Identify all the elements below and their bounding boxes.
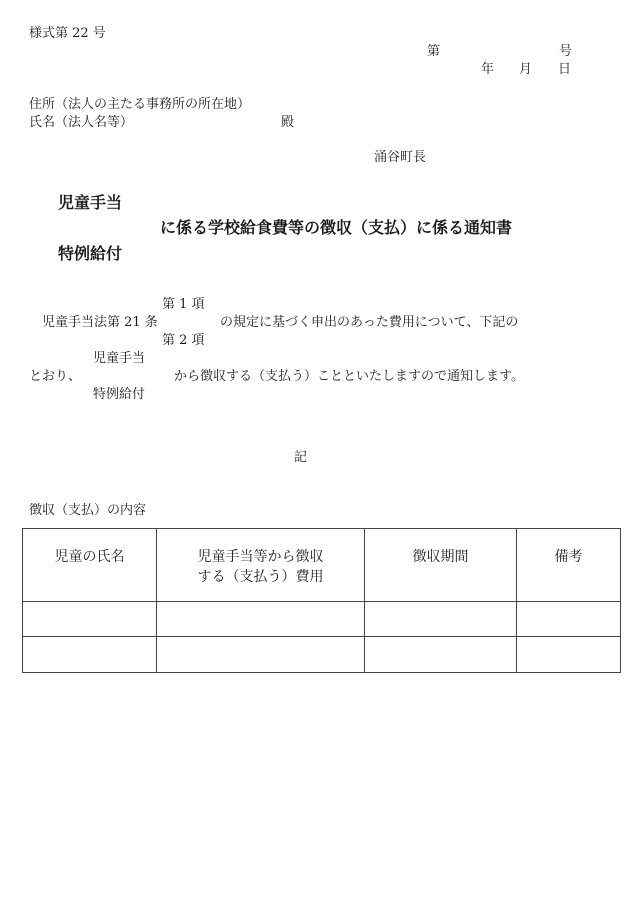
header-remarks: 備考	[517, 529, 621, 602]
date-year: 年	[481, 62, 495, 77]
cell-child-name[interactable]	[23, 602, 157, 637]
cell-remarks[interactable]	[517, 602, 621, 637]
title-option-child-allowance: 児童手当	[58, 193, 123, 212]
recipient-address-label: 住所（法人の主たる事務所の所在地）	[29, 97, 251, 112]
document-title: に係る学校給食費等の徴収（支払）に係る通知書	[160, 218, 513, 237]
form-number: 様式第 22 号	[29, 26, 106, 41]
header-cost-line1: 児童手当等から徴収	[197, 549, 324, 565]
body-line1-post: の規定に基づく申出のあった費用について、下記の	[220, 315, 519, 330]
header-period: 徴収期間	[365, 529, 517, 602]
cell-remarks[interactable]	[517, 637, 621, 673]
cell-period[interactable]	[365, 602, 517, 637]
title-option-special-benefit: 特例給付	[58, 244, 123, 263]
date-month: 月	[519, 62, 533, 77]
body-clause-1: 第 1 項	[162, 297, 205, 312]
body-benefit-child-allowance: 児童手当	[93, 351, 146, 366]
ki-heading: 記	[294, 450, 308, 465]
header-child-name: 児童の氏名	[23, 529, 157, 602]
cell-child-name[interactable]	[23, 637, 157, 673]
header-cost	[157, 529, 365, 602]
body-line2-post: から徴収する（支払う）ことといたしますので通知します。	[174, 369, 524, 384]
cell-cost[interactable]	[157, 637, 365, 673]
body-line2-pre: とおり、	[29, 369, 82, 384]
body-line1-pre: 児童手当法第 21 条	[42, 315, 158, 330]
doc-number-prefix: 第	[427, 44, 441, 59]
recipient-honorific: 殿	[281, 115, 295, 130]
doc-number-suffix: 号	[559, 44, 573, 59]
cell-cost[interactable]	[157, 602, 365, 637]
table-row	[23, 637, 621, 673]
section-label: 徴収（支払）の内容	[29, 503, 147, 518]
table-row	[23, 602, 621, 637]
date-day: 日	[558, 62, 572, 77]
body-benefit-special: 特例給付	[93, 387, 146, 402]
cell-period[interactable]	[365, 637, 517, 673]
table-header-row	[23, 529, 621, 602]
sender-name: 涌谷町長	[374, 150, 427, 165]
header-cost-line2: する（支払う）費用	[197, 569, 324, 585]
content-table	[22, 528, 621, 673]
body-clause-2: 第 2 項	[162, 333, 205, 348]
recipient-name-label: 氏名（法人名等）	[29, 115, 134, 130]
